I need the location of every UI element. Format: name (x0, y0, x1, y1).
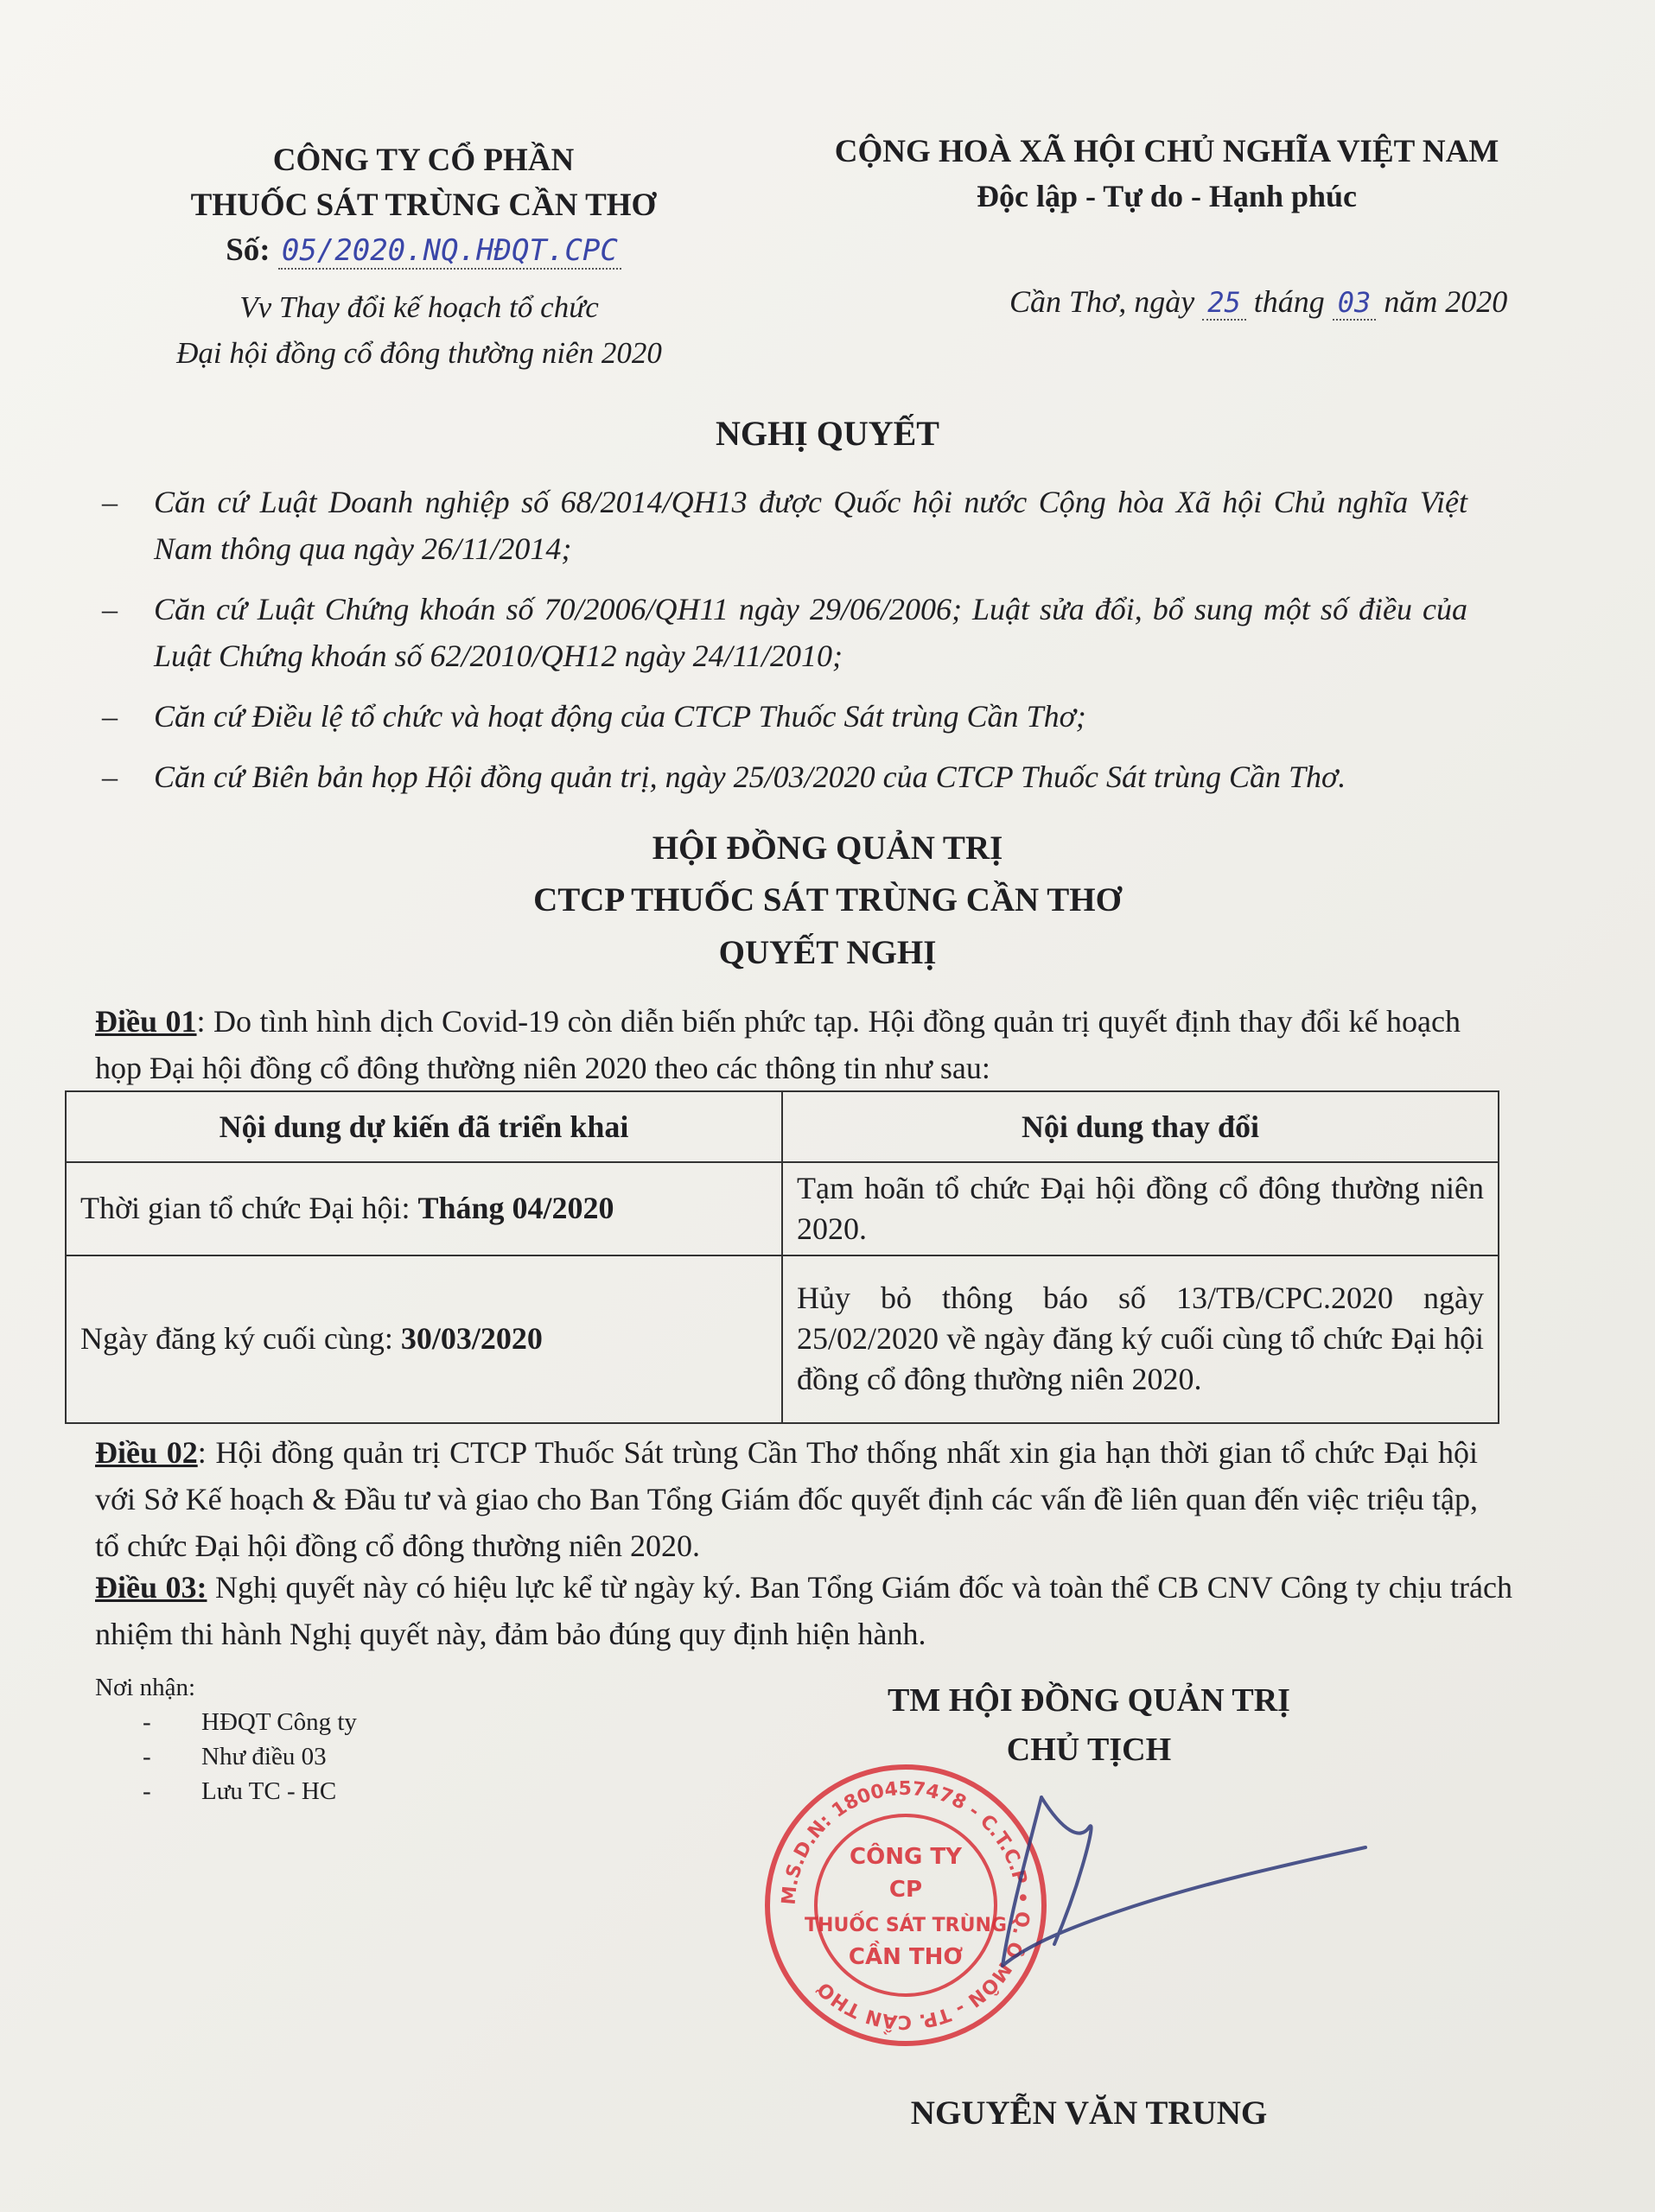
document-number-value: 05/2020.NQ.HĐQT.CPC (278, 233, 621, 270)
handwritten-signature (951, 1780, 1383, 1987)
article-02: Điều 02: Hội đồng quản trị CTCP Thuốc Sát trùng Cần Thơ thống nhất xin gia hạn thời gian tổ chức Đại hội với Sở Kế hoạch & Đầu tư và giao cho Ban Tổng Giám đốc quyết định các vấn đề liên quan đến việc triệu tập, tổ chức Đại hội đồng cổ đông thường niên 2020. (95, 1435, 1479, 1563)
seal-outer-text: M.S.D.N: 1800457478 - C.T.C.P • Q. Ô MÔN - TP. CẦN THƠ (778, 1777, 1034, 2033)
nation-motto: Độc lập - Tự do - Hạnh phúc (976, 178, 1358, 213)
basis-item: – Căn cứ Điều lệ tổ chức và hoạt động của CTCP Thuốc Sát trùng Cần Thơ; (102, 699, 1086, 734)
document-subject: Vv Thay đổi kế hoạch tổ chức Đại hội đồng cổ đông thường niên 2020 (176, 290, 662, 370)
table-row (66, 1255, 1499, 1423)
signer-name: NGUYỄN VĂN TRUNG (910, 2094, 1268, 2132)
date-day: 25 (1202, 286, 1246, 321)
column-header-planned: Nội dung dự kiến đã triển khai (66, 1091, 782, 1162)
change-table (65, 1090, 1499, 1424)
basis-item: – Căn cứ Biên bản họp Hội đồng quản trị, ngày 25/03/2020 của CTCP Thuốc Sát trùng Cần Thơ. (102, 760, 1346, 794)
document-title: NGHỊ QUYẾT (716, 414, 939, 453)
recipient-item: - Lưu TC - HC (143, 1777, 337, 1806)
board-heading: HỘI ĐỒNG QUẢN TRỊ CTCP THUỐC SÁT TRÙNG CẦN THƠ QUYẾT NGHỊ (533, 830, 1122, 971)
date-month: 03 (1333, 286, 1377, 321)
article-03: Điều 03: Nghị quyết này có hiệu lực kể từ ngày ký. Ban Tổng Giám đốc và toàn thể CB CNV Công ty chịu trách nhiệm thi hành Nghị quyết này, đảm bảo đúng quy định hiện hành. (95, 1570, 1512, 1651)
seal-line3: THUỐC SÁT TRÙNG (805, 1915, 1007, 1936)
document-date: Cần Thơ, ngày 25 tháng 03 năm 2020 (1009, 284, 1508, 319)
recipients (95, 1670, 527, 1808)
table-header-row (66, 1091, 1499, 1162)
table-cell: Ngày đăng ký cuối cùng: 30/03/2020 (66, 1255, 782, 1423)
table-cell: Tạm hoãn tổ chức Đại hội đồng cổ đông thường niên 2020. (782, 1162, 1499, 1255)
national-header (778, 130, 1556, 218)
article-01: Điều 01: Do tình hình dịch Covid-19 còn diễn biến phức tạp. Hội đồng quản trị quyết định thay đổi kế hoạch họp Đại hội đồng cổ đông thường niên 2020 theo các thông tin như sau: (95, 1004, 1461, 1085)
company-header (130, 138, 717, 272)
company-name-line1: CÔNG TY CỔ PHẦN (272, 143, 575, 178)
seal-line1: CÔNG TY (850, 1844, 962, 1870)
table-cell: Thời gian tổ chức Đại hội: Tháng 04/2020 (66, 1162, 782, 1255)
legal-bases (102, 479, 1467, 812)
recipient-item: - HĐQT Công ty (143, 1708, 357, 1737)
seal-line2: CP (888, 1877, 923, 1903)
basis-item: – Căn cứ Luật Doanh nghiệp số 68/2014/QH13 được Quốc hội nước Cộng hòa Xã hội Chủ nghĩa Việt Nam thông qua ngày 26/11/2014; (102, 485, 1467, 566)
table-cell: Hủy bỏ thông báo số 13/TB/CPC.2020 ngày 25/02/2020 về ngày đăng ký cuối cùng tổ chức Đại hội đồng cổ đông thường niên 2020. (782, 1255, 1499, 1423)
signature-role: TM HỘI ĐỒNG QUẢN TRỊ CHỦ TỊCH (888, 1682, 1290, 1768)
seal-line4: CẦN THƠ (848, 1944, 964, 1970)
company-name-line2: THUỐC SÁT TRÙNG CẦN THƠ (190, 187, 657, 223)
recipients-label: Nơi nhận: (95, 1674, 196, 1701)
document-number: Số: 05/2020.NQ.HĐQT.CPC (130, 228, 717, 273)
nation-title: CỘNG HOÀ XÃ HỘI CHỦ NGHĨA VIỆT NAM (834, 134, 1499, 169)
basis-item: – Căn cứ Luật Chứng khoán số 70/2006/QH11 ngày 29/06/2006; Luật sửa đổi, bổ sung một số điều của Luật Chứng khoán số 62/2010/QH12 ngày 24/11/2010; (102, 592, 1467, 673)
table-row (66, 1162, 1499, 1255)
recipient-item: - Như điều 03 (143, 1743, 327, 1771)
column-header-changed: Nội dung thay đổi (782, 1091, 1499, 1162)
